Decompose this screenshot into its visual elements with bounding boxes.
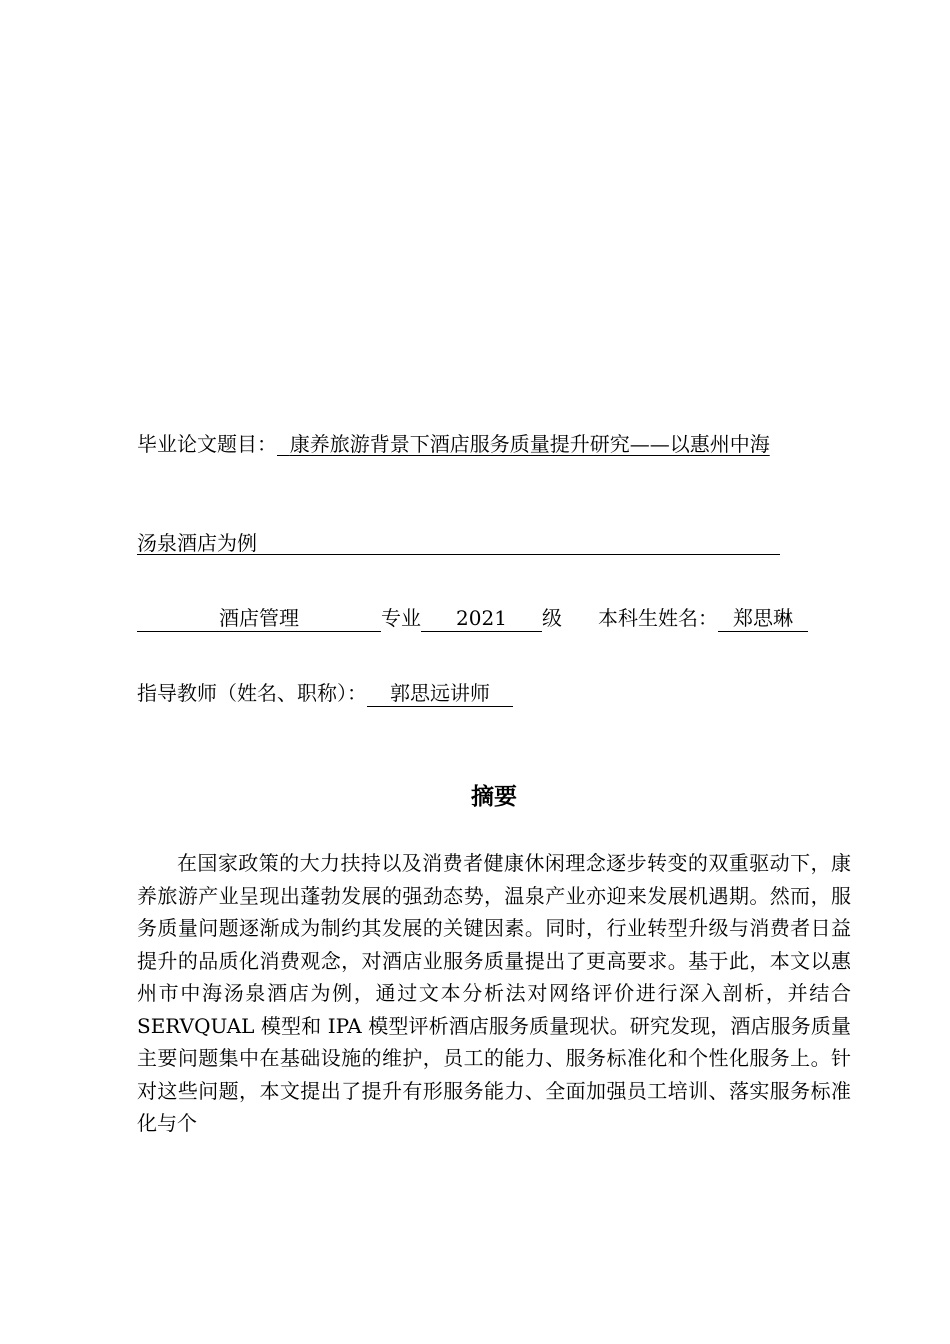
major-field: 酒店管理 [137, 606, 381, 632]
student-name-label: 本科生姓名： [598, 606, 718, 630]
thesis-title-label: 毕业论文题目： [137, 432, 277, 456]
major-year-student-row [137, 606, 808, 632]
major-label: 专业 [381, 606, 421, 630]
year-label: 级 [542, 606, 562, 630]
advisor-row [137, 681, 513, 707]
advisor-label: 指导教师（姓名、职称）： [137, 681, 367, 705]
advisor-name-field: 郭思远讲师 [367, 681, 513, 707]
student-name-field: 郑思琳 [718, 606, 808, 632]
abstract-heading: 摘要 [471, 784, 517, 810]
year-field: 2021 [421, 606, 542, 632]
thesis-title-row [137, 432, 770, 456]
thesis-title-line2: 汤泉酒店为例 [137, 531, 257, 555]
thesis-title-continuation-row [137, 531, 780, 555]
abstract-body: 在国家政策的大力扶持以及消费者健康休闲理念逐步转变的双重驱动下，康养旅游产业呈现出蓬勃发展的强劲态势，温泉产业亦迎来发展机遇期。然而，服务质量问题逐渐成为制约其发展的关键因素。同时，行业转型升级与消费者日益提升的品质化消费观念，对酒店业服务质量提出了更高要求。基于此，本文以惠州市中海汤泉酒店为例，通过文本分析法对网络评价进行深入剖析，并结合 SERVQUAL 模型和 IPA 模型评析酒店服务质量现状。研究发现，酒店服务质量主要问题集中在基础设施的维护，员工的能力、服务标准化和个性化服务上。针对这些问题，本文提出了提升有形服务能力、全面加强员工培训、落实服务标准化与个 [137, 851, 851, 1135]
thesis-title-line1: 康养旅游背景下酒店服务质量提升研究——以惠州中海 [289, 432, 770, 456]
title-underline-fill [257, 532, 780, 555]
